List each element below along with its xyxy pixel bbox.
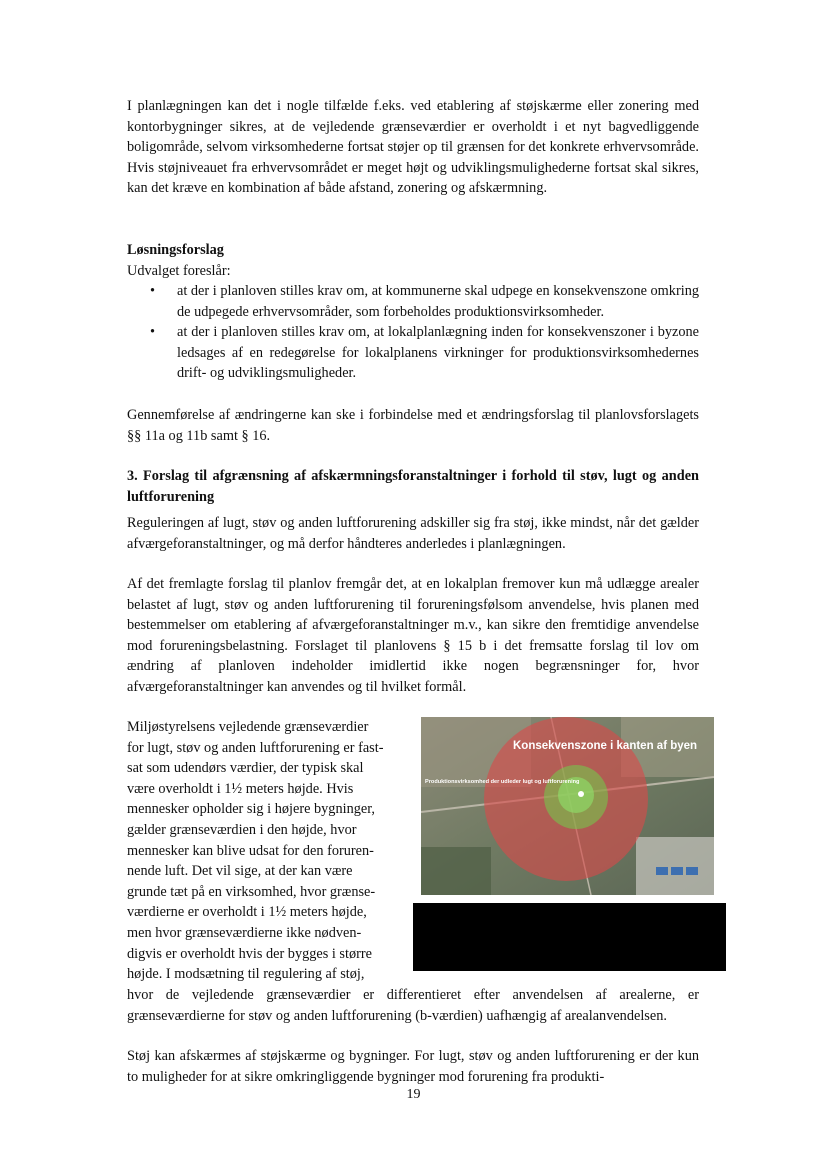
text-line: værdierne er overholdt i 1½ meters højde, (127, 904, 367, 921)
text-line: mennesker opholder sig i højere bygninger, (127, 801, 375, 818)
paragraph-implementation (127, 405, 699, 446)
paragraph-text: Reguleringen af lugt, støv og anden luftforurening adskiller sig fra støj, ikke mindst, når det gælder afværgeforanstaltninger, og må derfor håndteres anderledes i planlægningen. (127, 515, 699, 552)
text-line: grunde tæt på en virksomhed, hvor grænse- (127, 883, 376, 900)
bullet-text: at der i planloven stilles krav om, at lokalplanlægning inden for konsekvenszoner i byzone ledsages af en redegørelse for lokalplanens virkninger for produktionsvirksomhedernes drift- og udviklingsmuligheder. (177, 324, 699, 382)
aerial-photo-figure (421, 717, 714, 895)
text-line: men hvor grænseværdierne ikke nødven- (127, 924, 362, 941)
solution-heading: Løsningsforslag (127, 242, 224, 258)
section-3-heading (127, 466, 699, 507)
bullet-text: at der i planloven stilles krav om, at kommunerne skal udpege en konsekvenszone omkring de udpegede erhvervsområder, som forbeholdes produktionsvirksomheder. (177, 283, 699, 320)
paragraph-screening (127, 96, 699, 199)
paragraph-text: Af det fremlagte forslag til planlov fremgår det, at en lokalplan fremover kun må udlægge arealer belastet af lugt, støv og anden luftforurening til forureningsfølsom anvendelse, hvis planen med bestemmelser om etablering af afværgeforanstaltninger m.v., kan sikre den fremtidige anvendelse mod forureningsbelastning. Forslaget til planlovens § 15 b i det fremsatte forslag til lov om ændring af planloven indeholder imidlertid ikke nogen begrænsninger for, hvor afværgeforanstaltninger kan anvendes og til hvilket formål. (127, 576, 699, 695)
text-line: sat som udendørs værdier, der typisk skal (127, 760, 364, 777)
solution-bullet-list (127, 281, 699, 384)
text-line: mennesker kan blive udsat for den foruren- (127, 842, 374, 859)
text-line: Miljøstyrelsens vejledende grænseværdier (127, 719, 369, 735)
paragraph-text: Støj kan afskærmes af støjskærme og bygninger. For lugt, støv og anden luftforurening er der kun to muligheder for at sikre omkringliggende bygninger mod forurening fra produkti- (127, 1048, 699, 1085)
page-number: 19 (406, 1087, 421, 1102)
solution-intro: Udvalget foreslår: (127, 262, 231, 279)
section-heading-text: 3. Forslag til afgrænsning af afskærmningsforanstaltninger i forhold til støv, lugt og anden luftforurening (127, 468, 699, 505)
paragraph-last (127, 1046, 699, 1087)
paragraph-text: hvor de vejledende grænseværdier er differentieret efter anvendelsen af arealerne, er grænseværdierne for støv og anden luftforurening (b-værdien) uafhængig af arealanvendelsen. (127, 987, 699, 1024)
text-line: nende luft. Det vil sige, at der kan være (127, 863, 353, 880)
text-line: højde. I modsætning til regulering af støj, (127, 966, 365, 983)
paragraph-proposal (127, 574, 699, 698)
text-line: for lugt, støv og anden luftforurening er fast- (127, 739, 384, 756)
list-item (127, 281, 699, 322)
solution-section (127, 240, 699, 281)
figure-title: Konsekvenszone i kanten af byen (513, 740, 698, 752)
paragraph-text: Gennemførelse af ændringerne kan ske i forbindelse med et ændringsforslag til planlovsforslagets §§ 11a og 11b samt § 16. (127, 407, 699, 444)
aerial-photo (421, 717, 714, 895)
paragraph-continuation (127, 985, 699, 1026)
text-line: være overholdt i 1½ meters højde. Hvis (127, 780, 354, 797)
text-line: digvis er overholdt hvis der bygges i større (127, 945, 372, 962)
redaction-box (413, 903, 726, 971)
figure-label: Produktionsvirksomhed der udleder lugt og luftforurening (425, 779, 580, 785)
bullet-icon: • (150, 283, 156, 299)
paragraph-regulation (127, 513, 699, 554)
list-item (127, 322, 699, 384)
paragraph-text: I planlægningen kan det i nogle tilfælde f.eks. ved etablering af støjskærme eller zonering med kontorbygninger sikres, at de vejledende grænseværdier er overholdt i et nyt bagvedliggende boligområde, selvom virksomhederne fortsat støjer op til grænsen for det konkrete erhvervsområde. Hvis støjniveauet fra erhvervsområdet er meget højt og udviklingsmulighederne fortsat skal sikres, kan det kræve en kombination af både afstand, zonering og afskærmning. (127, 98, 699, 197)
wrapped-text-block (127, 717, 403, 985)
bullet-icon: • (150, 324, 156, 341)
text-line: gælder grænseværdien i den højde, hvor (127, 821, 357, 838)
